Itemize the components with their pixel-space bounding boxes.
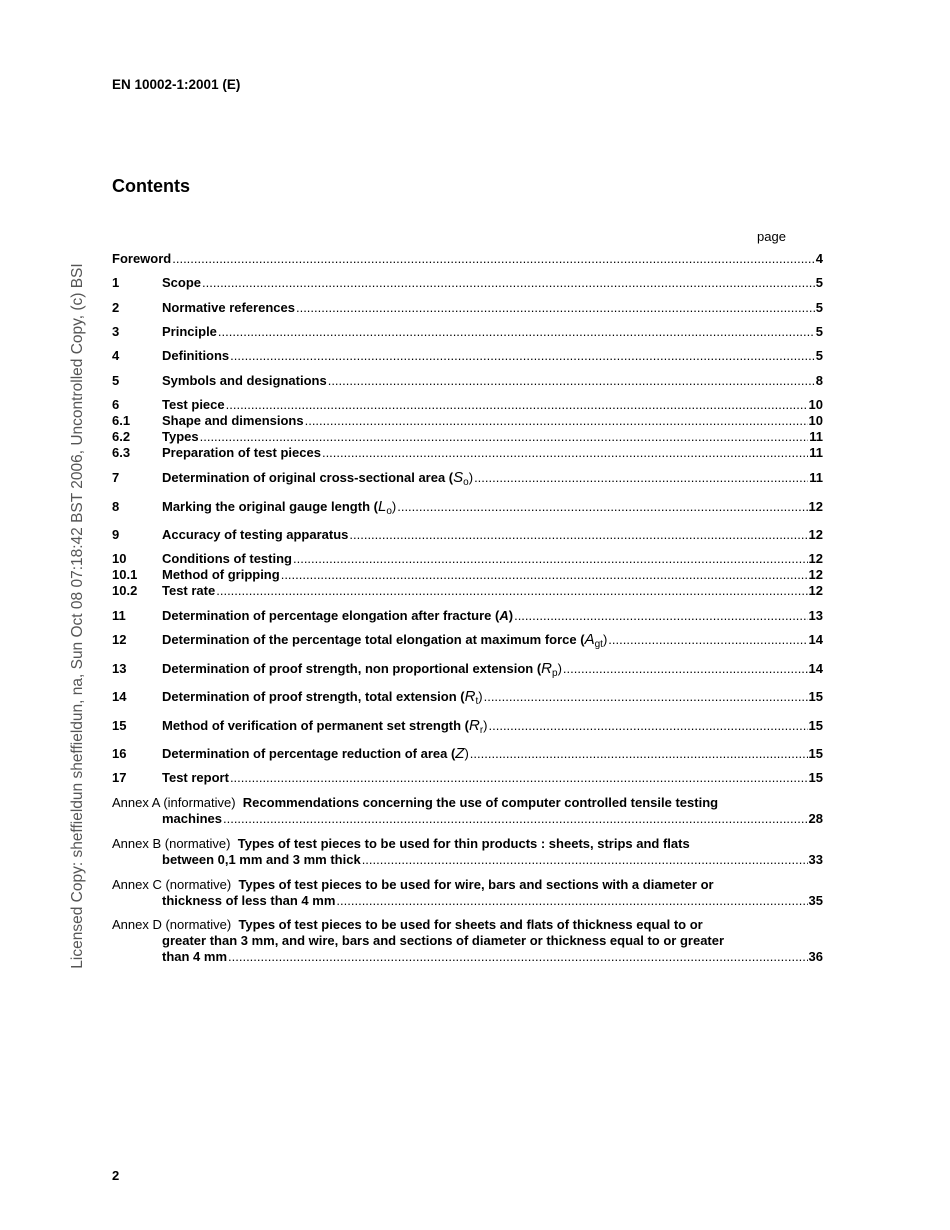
license-watermark: Licensed Copy: sheffieldun sheffieldun, na, Sun Oct 08 07:18:42 BST 2006, Uncontrolled Copy, (c) BSI xyxy=(69,263,86,969)
toc-entry[interactable]: 7 Determination of original cross-sectional area $(S_o)$ ..... 11 xyxy=(112,470,823,486)
toc-entry-foreword[interactable]: Foreword ..... 4 xyxy=(112,251,823,267)
page-number: 2 xyxy=(112,1168,120,1183)
annex-title: Types of test pieces to be used for thin products : sheets, strips and flats xyxy=(237,836,690,851)
toc-entry[interactable]: 5 Symbols and designations ..... 8 xyxy=(112,373,823,389)
annex-page: 28 xyxy=(808,811,823,826)
annex-label: Annex A (informative) xyxy=(112,795,236,810)
toc-entry[interactable]: 13 Determination of proof strength, non proportional extension $(R_p)$ ..... 14 xyxy=(112,661,823,677)
page-column-label: page xyxy=(757,229,786,244)
toc-entry[interactable]: 10.1 Method of gripping ..... 12 xyxy=(112,567,823,583)
annex-title: Types of test pieces to be used for sheets and flats of thickness equal to or xyxy=(238,917,703,932)
annex-label: Annex C (normative) xyxy=(112,877,232,892)
page-title: Contents xyxy=(112,176,190,196)
toc-entry[interactable]: 10 Conditions of testing ..... 12 xyxy=(112,551,823,567)
toc-entry[interactable]: 2 Normative references ..... 5 xyxy=(112,300,823,316)
toc-entry[interactable]: 11 Determination of percentage elongation after fracture (A) ..... 13 xyxy=(112,608,823,624)
toc-entry[interactable]: 6 Test piece ..... 10 xyxy=(112,397,823,413)
toc-entry[interactable]: 3 Principle ..... 5 xyxy=(112,324,823,340)
annex-title: Recommendations concerning the use of computer controlled tensile testing xyxy=(242,795,719,810)
toc-entry[interactable]: 8 Marking the original gauge length $(L_o)$ ..... 12 xyxy=(112,499,823,515)
toc-entry[interactable]: 12 Determination of the percentage total elongation at maximum force $(A_{gt})$ ..... 14 xyxy=(112,632,823,648)
annex-label: Annex B (normative) xyxy=(112,836,231,851)
annex-title: Types of test pieces to be used for wire, bars and sections with a diameter or xyxy=(238,877,714,892)
annex-title-cont: greater than 3 mm, and wire, bars and sections of diameter or thickness equal to or greater xyxy=(162,933,725,948)
toc-entry[interactable]: 6.3 Preparation of test pieces ..... 11 xyxy=(112,445,823,461)
toc-entry[interactable]: 17 Test report ..... 15 xyxy=(112,770,823,786)
annex-page: 36 xyxy=(808,949,823,964)
toc-entry[interactable]: 6.2 Types ..... 11 xyxy=(112,429,823,445)
toc-entry[interactable]: 10.2 Test rate ..... 12 xyxy=(112,583,823,599)
toc-entry[interactable]: 14 Determination of proof strength, total extension $(R_t)$ ..... 15 xyxy=(112,689,823,705)
toc-entry[interactable]: 16 Determination of percentage reduction of area (Z) ..... 15 xyxy=(112,746,823,762)
annex-page: 33 xyxy=(808,852,823,867)
document-id: EN 10002-1:2001 (E) xyxy=(112,77,241,92)
annex-title-cont: machines xyxy=(162,811,222,826)
annex-page: 35 xyxy=(808,893,823,908)
toc-entry[interactable]: 1 Scope ..... 5 xyxy=(112,275,823,291)
annex-label: Annex D (normative) xyxy=(112,917,232,932)
annex-title-cont: between 0,1 mm and 3 mm thick xyxy=(162,852,361,867)
toc-entry[interactable]: 15 Method of verification of permanent set strength $(R_r)$ ..... 15 xyxy=(112,718,823,734)
toc-entry[interactable]: 4 Definitions ..... 5 xyxy=(112,348,823,364)
toc-entry[interactable]: 6.1 Shape and dimensions ..... 10 xyxy=(112,413,823,429)
toc-entry[interactable]: 9 Accuracy of testing apparatus ..... 12 xyxy=(112,527,823,543)
annex-title-cont: than 4 mm xyxy=(162,949,228,964)
annex-title-cont: thickness of less than 4 mm xyxy=(162,893,336,908)
